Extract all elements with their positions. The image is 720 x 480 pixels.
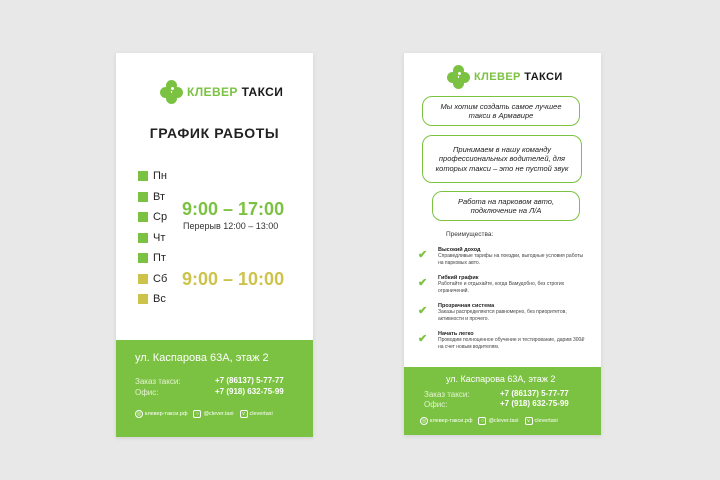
advantage-desc: Справедливые тарифы на поездки, выгодные условия работы на парковых авто. — [438, 253, 584, 266]
bubble-car: Работа на парковом авто, подключение на Л/А — [432, 191, 580, 221]
day-marker — [138, 294, 148, 304]
advantage-title: Гибкий график — [438, 275, 479, 281]
office-label: Офис: — [424, 400, 448, 409]
office-phone[interactable]: +7 (918) 632-75-99 — [215, 387, 284, 396]
instagram-link[interactable] — [193, 410, 233, 418]
day-marker — [138, 171, 148, 181]
instagram-text: @clever.taxi — [488, 418, 519, 424]
day-marker — [138, 274, 148, 284]
check-icon: ✔ — [418, 249, 428, 261]
advantage-item — [418, 303, 588, 322]
instagram-icon: ○ — [193, 410, 201, 418]
day-label: Чт — [153, 231, 166, 244]
social-links — [420, 417, 564, 425]
recruiting-card — [404, 53, 601, 435]
day-row — [138, 207, 167, 228]
brand-logo — [447, 65, 563, 89]
check-icon: ✔ — [418, 305, 428, 317]
break-time: Перерыв 12:00 – 13:00 — [183, 221, 279, 231]
brand-logo — [160, 80, 283, 104]
day-row — [138, 269, 167, 290]
day-label: Ср — [153, 211, 168, 224]
check-icon: ✔ — [418, 277, 428, 289]
vk-icon: v — [240, 410, 248, 418]
social-links — [135, 410, 279, 418]
day-row — [138, 248, 167, 269]
day-row — [138, 289, 167, 310]
advantage-title: Высокий доход — [438, 247, 481, 253]
day-marker — [138, 212, 148, 222]
day-label: Сб — [153, 272, 168, 285]
address: ул. Каспарова 63А, этаж 2 — [135, 352, 269, 364]
day-marker — [138, 233, 148, 243]
bubble-team: Принимаем в нашу команду профессиональных водителей, для которых такси – это не пустой звук — [422, 135, 582, 183]
day-marker — [138, 253, 148, 263]
schedule-title: ГРАФИК РАБОТЫ — [149, 125, 280, 141]
day-row — [138, 228, 167, 249]
advantages-title: Преимущества: — [446, 231, 494, 238]
brand-name-part2: ТАКСИ — [241, 85, 284, 99]
clover-icon — [160, 80, 184, 104]
contacts-band — [116, 340, 313, 437]
day-marker — [138, 192, 148, 202]
brand-name-part1: КЛЕВЕР — [187, 85, 238, 99]
vk-link[interactable] — [525, 417, 558, 425]
order-label: Заказ такси: — [424, 390, 470, 399]
instagram-link[interactable] — [478, 417, 518, 425]
address: ул. Каспарова 63А, этаж 2 — [446, 374, 556, 384]
day-label: Пт — [153, 252, 166, 265]
order-label: Заказ такси: — [135, 377, 181, 386]
site-text: клевер-такси.рф — [145, 411, 188, 417]
instagram-icon: ○ — [478, 417, 486, 425]
advantage-item — [418, 275, 588, 294]
brand-name-part1: КЛЕВЕР — [474, 71, 521, 83]
instagram-text: @clever.taxi — [203, 411, 234, 417]
day-label: Пн — [153, 170, 167, 183]
check-icon: ✔ — [418, 333, 428, 345]
days-list — [138, 166, 167, 310]
order-phone[interactable]: +7 (86137) 5-77-77 — [500, 389, 569, 398]
globe-icon: ◎ — [136, 411, 142, 417]
vk-icon: v — [525, 417, 533, 425]
weekday-hours: 9:00 – 17:00 — [182, 199, 285, 219]
advantage-desc: Работайте и отдыхайте, когда Вамудобно, без строгих ограничений. — [438, 281, 565, 294]
office-phone[interactable]: +7 (918) 632-75-99 — [500, 399, 569, 408]
vk-link[interactable] — [240, 410, 273, 418]
day-label: Вт — [153, 190, 166, 203]
bubble-goal: Мы хотим создать самое лучшее такси в Армавире — [422, 96, 580, 126]
office-label: Офис: — [135, 388, 159, 397]
advantage-desc: Проводим полноценное обучение и тестирование, дарим 300₽ на счет новым водителям. — [438, 337, 585, 350]
schedule-card — [116, 53, 313, 437]
day-label: Вс — [153, 293, 166, 306]
weekend-hours: 9:00 – 10:00 — [182, 269, 285, 289]
site-text: клевер-такси.рф — [430, 418, 473, 424]
day-row — [138, 187, 167, 208]
advantage-item — [418, 331, 588, 350]
site-link[interactable] — [420, 417, 472, 425]
site-link[interactable] — [135, 410, 187, 418]
advantage-title: Начать легко — [438, 331, 474, 337]
vk-text: clevertaxi — [249, 411, 273, 417]
brand-name-part2: ТАКСИ — [524, 71, 563, 83]
vk-text: clevertaxi — [534, 418, 558, 424]
globe-icon: ◎ — [421, 418, 427, 424]
clover-icon — [447, 65, 471, 89]
contacts-band — [404, 367, 601, 435]
advantage-title: Прозрачная система — [438, 303, 495, 309]
day-row — [138, 166, 167, 187]
order-phone[interactable]: +7 (86137) 5-77-77 — [215, 376, 284, 385]
advantage-desc: Заказы распределяются равномерно, без приоритетов, активности и прочего. — [438, 309, 567, 322]
advantage-item — [418, 247, 588, 266]
